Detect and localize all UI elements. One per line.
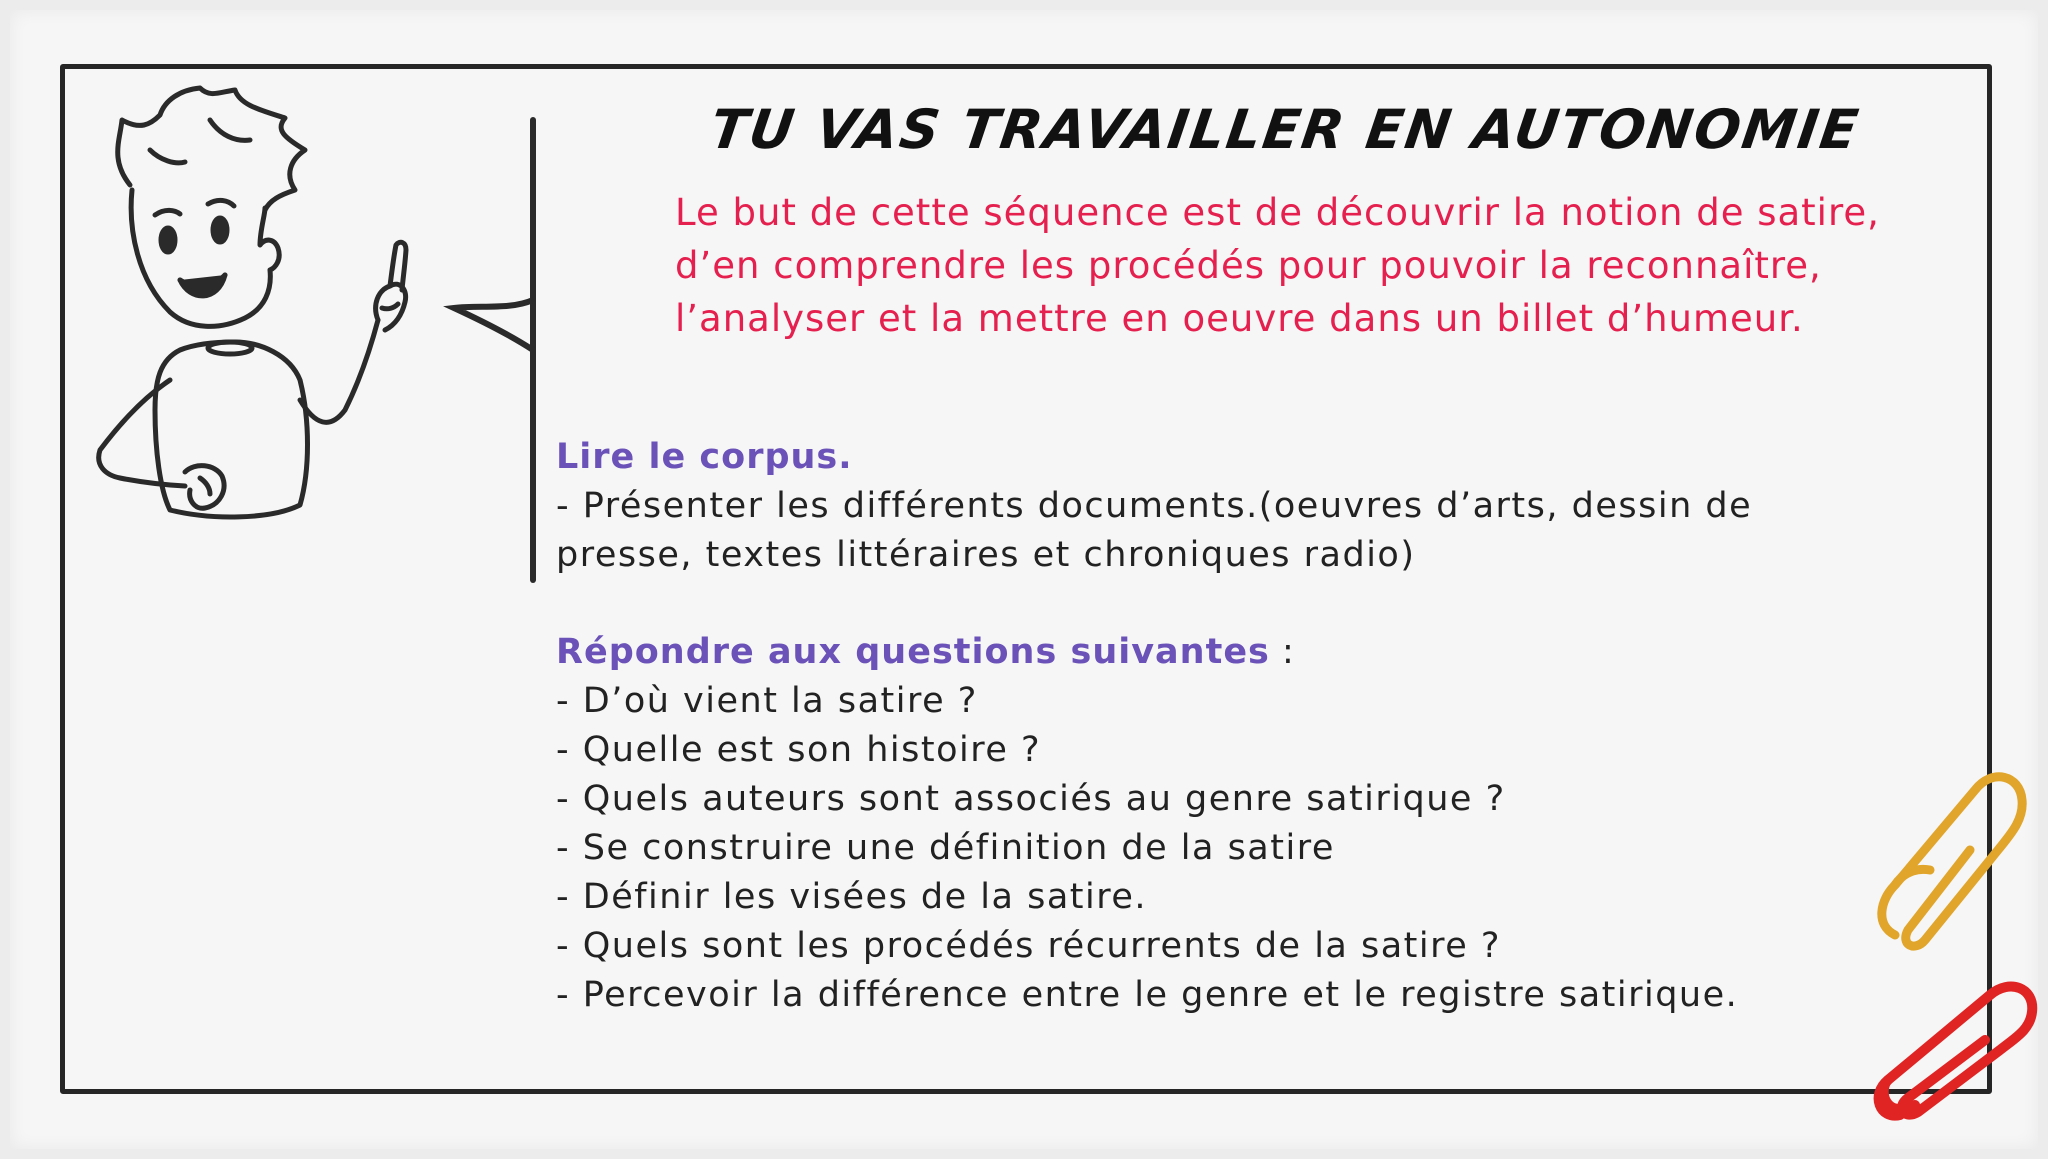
list-item: - Définir les visées de la satire. xyxy=(556,877,1148,917)
list-item: - Quelle est son histoire ? xyxy=(556,730,1042,770)
section1-text: - Présenter les différents documents.(oeuvres d’arts, dessin de presse, textes littéraires et chroniques radio) xyxy=(556,486,1753,575)
list-item: - D’où vient la satire ? xyxy=(556,681,978,721)
intro-paragraph: Le but de cette séquence est de découvrir la notion de satire, d’en comprendre les procédés pour pouvoir la reconnaître, l’analyser et la mettre en oeuvre dans un billet d’humeur. xyxy=(675,191,1880,340)
list-item: - Quels sont les procédés récurrents de la satire ? xyxy=(556,926,1501,966)
pointing-character-illustration xyxy=(60,80,420,560)
list-item: - Se construire une définition de la satire xyxy=(556,828,1335,868)
section2-heading-text: Répondre aux questions suivantes xyxy=(556,632,1270,672)
section-questions xyxy=(556,627,1896,1020)
page-title: TU VAS TRAVAILLER EN AUTONOMIE xyxy=(706,98,1864,161)
section2-heading-colon: : xyxy=(1269,632,1295,672)
section1-heading: Lire le corpus. xyxy=(556,437,853,477)
red-paperclip-icon xyxy=(1879,987,2033,1116)
list-item: - Percevoir la différence entre le genre et le registre satirique. xyxy=(556,975,1739,1015)
list-item: - Quels auteurs sont associés au genre satirique ? xyxy=(556,779,1506,819)
section-read-corpus xyxy=(556,432,1896,580)
section2-heading xyxy=(556,627,1896,677)
speech-bracket-icon xyxy=(440,110,550,590)
gold-paperclip-icon xyxy=(1882,777,2022,946)
questions-list xyxy=(556,677,1896,1020)
paperclips-decoration xyxy=(1800,720,2040,1150)
